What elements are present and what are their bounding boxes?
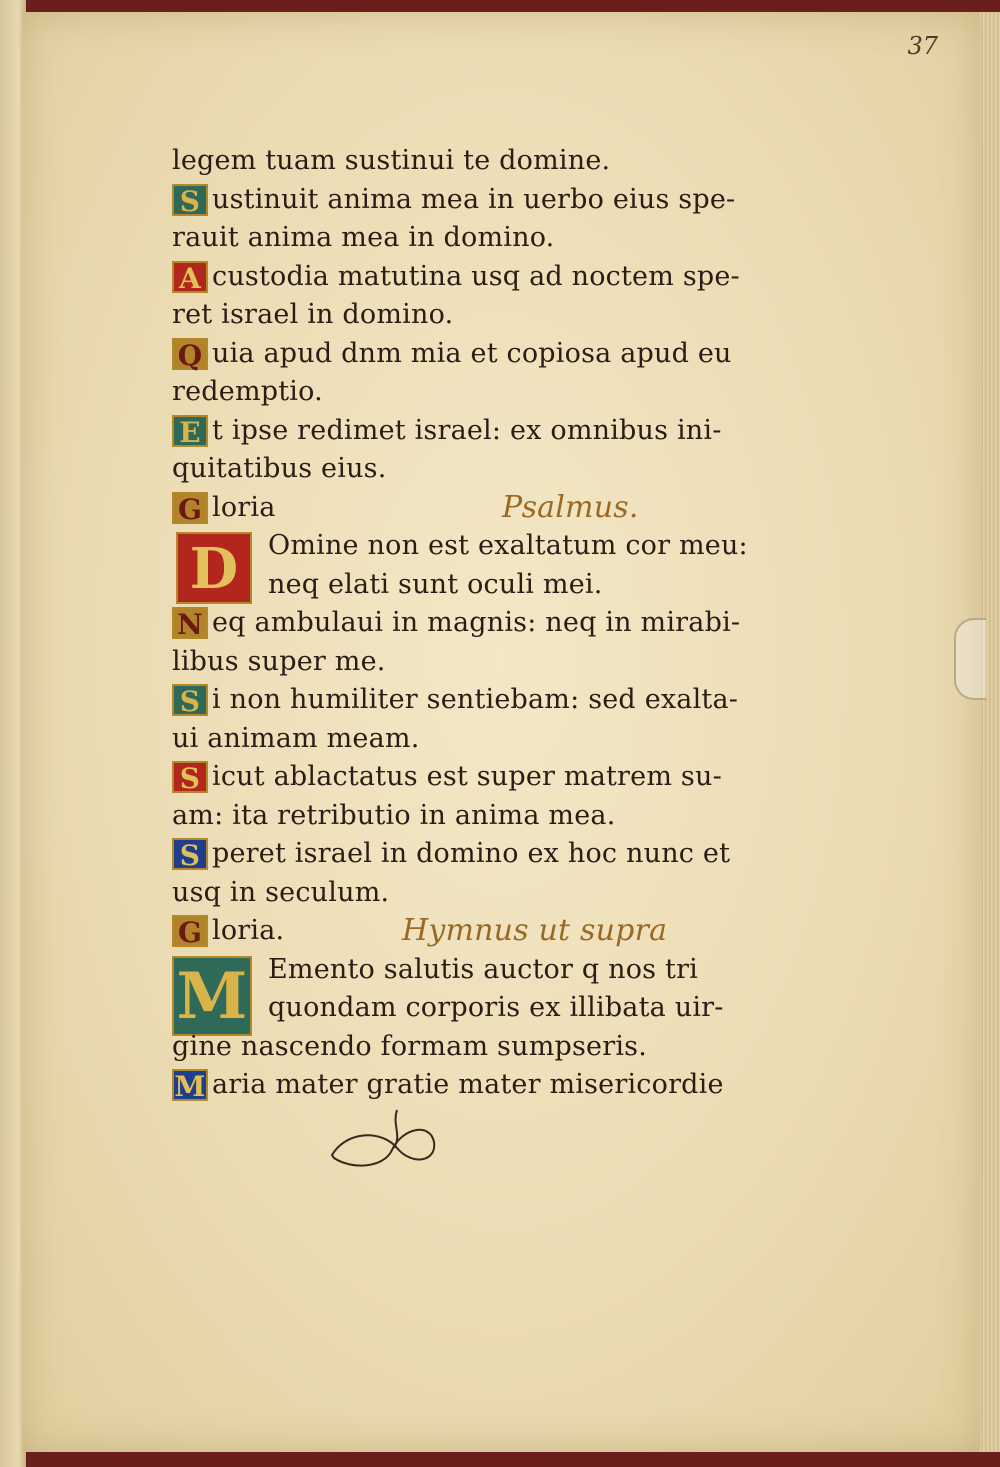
manuscript-line [172,1066,792,1105]
line-text: peret israel in domino ex hoc nunc et [212,838,731,869]
manuscript-line [172,758,792,797]
decorated-initial: S [172,184,208,216]
line-text: t ipse redimet israel: ex omnibus ini- [212,414,722,446]
decorated-initial: M [172,1069,208,1101]
manuscript-line [172,335,792,374]
line-text: ustinuit anima mea in uerbo eius spe- [212,183,736,215]
manuscript-line [172,604,792,643]
line-text: Emento salutis auctor q nos tri [268,953,699,985]
decorated-initial: G [172,915,208,947]
rubric-heading: Hymnus ut supra [402,913,668,948]
manuscript-line [172,142,792,181]
manuscript-line [172,181,792,220]
decorated-initial: D [176,532,252,604]
line-text: legem tuam sustinui te domine. [172,145,611,176]
line-text: usq in seculum. [172,876,390,908]
manuscript-line [172,720,792,759]
line-text: rauit anima mea in domino. [172,222,555,253]
decorated-initial: M [172,956,252,1036]
line-text: ret israel in domino. [172,299,454,330]
decorated-initial: E [172,415,208,447]
rubric-heading: Psalmus. [502,489,639,525]
line-text: Omine non est exaltatum cor meu: [268,530,748,561]
text-block [172,142,792,1105]
line-text: custodia matutina usq ad noctem spe- [212,260,740,292]
flourish-icon [322,1100,452,1180]
decorated-initial: G [172,492,208,524]
decorated-initial: N [172,607,208,639]
line-text: libus super me. [172,645,386,677]
manuscript-line [172,912,792,951]
manuscript-line [172,1028,792,1067]
folio-number: 37 [907,32,938,60]
line-text: redemptio. [172,376,323,407]
manuscript-line [172,835,792,874]
line-text: icut ablactatus est super matrem su- [212,761,722,792]
manuscript-line [172,566,792,605]
decorated-initial: S [172,761,208,793]
manuscript-line [172,219,792,258]
clasp-icon [954,618,986,700]
manuscript-line [172,489,792,528]
decorated-initial: S [172,684,208,716]
page-stack-edge [980,12,1000,1452]
manuscript-line [172,643,792,682]
line-text: neq elati sunt oculi mei. [268,568,603,600]
line-text: ui animam meam. [172,722,420,754]
manuscript-line [172,450,792,489]
decorated-initial: A [172,261,208,293]
line-text: loria. [212,915,285,946]
line-text: quitatibus eius. [172,453,387,484]
line-text: aria mater gratie mater misericordie [212,1069,724,1100]
manuscript-line [172,681,792,720]
line-text: i non humiliter sentiebam: sed exalta- [212,684,739,715]
line-text: am: ita retributio in anima mea. [172,799,616,831]
line-text: quondam corporis ex illibata uir- [268,992,724,1023]
manuscript-line [172,373,792,412]
decorated-initial: Q [172,338,208,370]
line-text: eq ambulaui in magnis: neq in mirabi- [212,607,741,638]
manuscript-line [172,874,792,913]
manuscript-line [172,412,792,451]
decorated-initial: S [172,838,208,870]
manuscript-line [172,258,792,297]
line-text: loria [212,491,276,523]
line-text: gine nascendo formam sumpseris. [172,1030,648,1062]
manuscript-line [172,797,792,836]
line-text: uia apud dnm mia et copiosa apud eu [212,337,732,369]
manuscript-line [172,296,792,335]
manuscript-line [172,989,792,1028]
